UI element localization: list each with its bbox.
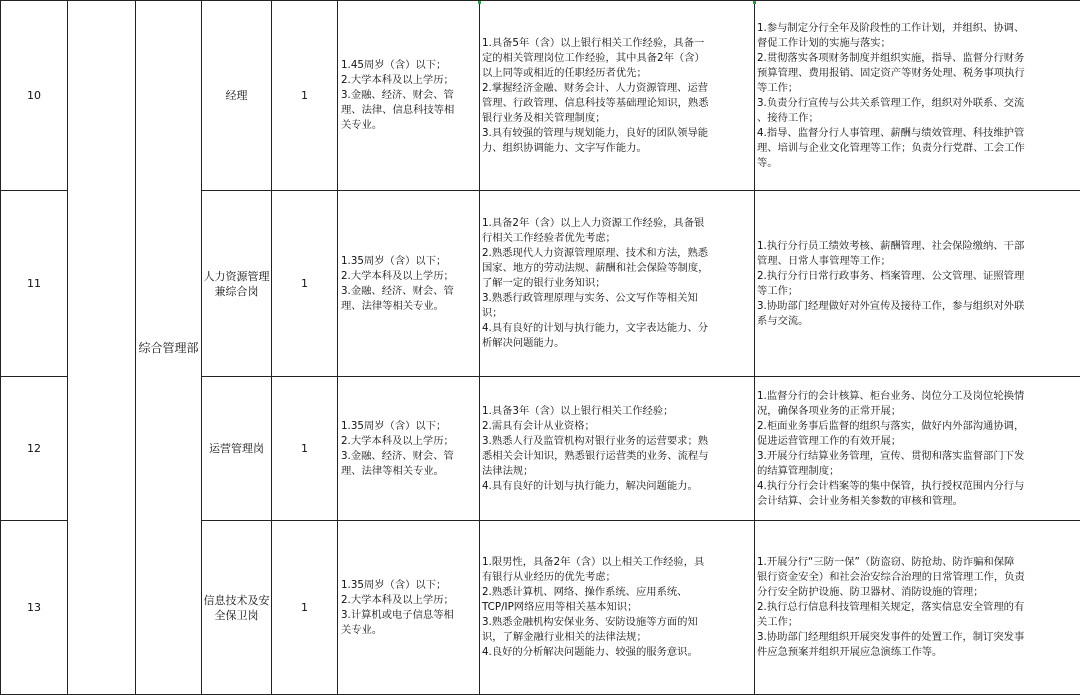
headcount-cell: 1: [272, 191, 338, 377]
text-line: 2.执行总行信息科技管理相关规定，落实信息安全管理的有: [757, 600, 1080, 615]
text-line: 3.具有较强的管理与规划能力，良好的团队领导能: [482, 126, 754, 141]
text-line: 4.指导、监督分行人事管理、薪酬与绩效管理、科技维护管: [757, 126, 1080, 141]
headcount-cell: 1: [272, 1, 338, 191]
text-line: 1.具备5年（含）以上银行相关工作经验，具备一: [482, 36, 754, 51]
headcount-cell: 1: [272, 377, 338, 521]
row-number-cell: 11: [1, 191, 68, 377]
text-line: 促进运营管理工作的有效开展；: [757, 434, 1080, 449]
text-line: 2.大学本科及以上学历；: [341, 73, 479, 88]
text-line: 4.具有良好的计划与执行能力，文字表达能力、分: [482, 321, 754, 336]
duties-cell: [755, 521, 1080, 695]
text-line: 3.计算机或电子信息等相: [341, 608, 479, 623]
text-line: 2.掌握经济金融、财务会计、人力资源管理、运营: [482, 81, 754, 96]
text-line: 2.柜面业务事后监督的组织与落实，做好内外部沟通协调，: [757, 419, 1080, 434]
text-line: 1.35周岁（含）以下；: [341, 578, 479, 593]
text-line: 的结算管理制度；: [757, 464, 1080, 479]
text-line: 1.45周岁（含）以下；: [341, 58, 479, 73]
text-line: 2.需具有会计从业资格；: [482, 419, 754, 434]
text-line: 以上同等或相近的任职经历者优先；: [482, 66, 754, 81]
text-line: 理、法律、信息科技等相: [341, 103, 479, 118]
text-line: 定的相关管理岗位工作经验，其中具备2年（含）: [482, 51, 754, 66]
text-line: 悉相关会计知识，熟悉银行运营类的业务、流程与: [482, 449, 754, 464]
text-line: 等工作；: [757, 81, 1080, 96]
text-line: 会计结算、会计业务相关参数的审核和管理。: [757, 494, 1080, 509]
text-line: 1.参与制定分行全年及阶段性的工作计划，并组织、协调、: [757, 21, 1080, 36]
text-line: 等。: [757, 156, 1080, 171]
text-line: TCP/IP网络应用等相关基本知识；: [482, 600, 754, 615]
text-line: 2.执行分行日常行政事务、档案管理、公文管理、证照管理: [757, 269, 1080, 284]
text-line: 2.大学本科及以上学历；: [341, 434, 479, 449]
text-line: 预算管理、费用报销、固定资产等财务处理、税务事项执行: [757, 66, 1080, 81]
text-line: 1.具备2年（含）以上人力资源工作经验，具备银: [482, 216, 754, 231]
position-cell: 人力资源管理兼综合岗: [202, 191, 272, 377]
text-line: 1.35周岁（含）以下；: [341, 254, 479, 269]
duties-cell: [755, 191, 1080, 377]
requirements-cell: [338, 191, 480, 377]
duties-cell: [755, 377, 1080, 521]
text-line: 、接待工作；: [757, 111, 1080, 126]
qualifications-cell: [480, 1, 755, 191]
text-line: 2.大学本科及以上学历；: [341, 269, 479, 284]
text-line: 银行业务及相关管理制度；: [482, 111, 754, 126]
text-line: 3.熟悉人行及监管机构对银行业务的运营要求；熟: [482, 434, 754, 449]
text-line: 系与交流。: [757, 314, 1080, 329]
text-line: 3.金融、经济、财会、管: [341, 284, 479, 299]
text-line: 析解决问题能力。: [482, 336, 754, 351]
requirements-cell: [338, 1, 480, 191]
text-line: 关工作；: [757, 615, 1080, 630]
requirements-cell: [338, 377, 480, 521]
text-line: 关专业。: [341, 623, 479, 638]
position-cell: 信息技术及安全保卫岗: [202, 521, 272, 695]
requirements-cell: [338, 521, 480, 695]
text-line: 3.熟悉金融机构安保业务、安防设施等方面的知: [482, 615, 754, 630]
text-line: 理、法律等相关专业。: [341, 464, 479, 479]
headcount-cell: 1: [272, 521, 338, 695]
text-line: 法律法规；: [482, 464, 754, 479]
text-line: 3.金融、经济、财会、管: [341, 449, 479, 464]
row-number-cell: 10: [1, 1, 68, 191]
text-line: 1.执行分行员工绩效考核、薪酬管理、社会保险缴纳、干部: [757, 239, 1080, 254]
text-line: 2.熟悉现代人力资源管理原理、技术和方法，熟悉: [482, 246, 754, 261]
text-line: 2.大学本科及以上学历；: [341, 593, 479, 608]
table-row: [1, 1, 1080, 191]
text-line: 理、培训与企业文化管理等工作；负责分行党群、工会工作: [757, 141, 1080, 156]
text-line: 4.具有良好的计划与执行能力，解决问题能力。: [482, 479, 754, 494]
position-cell: 经理: [202, 1, 272, 191]
text-line: 理、法律等相关专业。: [341, 299, 479, 314]
duties-cell: [755, 1, 1080, 191]
text-line: 1.监督分行的会计核算、柜台业务、岗位分工及岗位轮换情: [757, 389, 1080, 404]
text-line: 督促工作计划的实施与落实；: [757, 36, 1080, 51]
text-line: 银行资金安全）和社会治安综合治理的日常管理工作，负责: [757, 570, 1080, 585]
text-line: 3.金融、经济、财会、管: [341, 88, 479, 103]
row-number-cell: 13: [1, 521, 68, 695]
cell-marker-icon: [753, 1, 756, 4]
text-line: 识，了解金融行业相关的法律法规；: [482, 630, 754, 645]
text-line: 3.熟悉行政管理原理与实务、公文写作等相关知: [482, 291, 754, 306]
text-line: 3.负责分行宣传与公共关系管理工作，组织对外联系、交流: [757, 96, 1080, 111]
text-line: 1.具备3年（含）以上银行相关工作经验；: [482, 404, 754, 419]
qualifications-cell: [480, 191, 755, 377]
qualifications-cell: [480, 377, 755, 521]
text-line: 有银行从业经历的优先考虑；: [482, 570, 754, 585]
text-line: 1.限男性，具备2年（含）以上相关工作经验，具: [482, 555, 754, 570]
qualifications-cell: [480, 521, 755, 695]
position-cell: 运营管理岗: [202, 377, 272, 521]
text-line: 了解一定的银行业务知识；: [482, 276, 754, 291]
department-cell: 综合管理部: [136, 1, 202, 695]
row-number-cell: 12: [1, 377, 68, 521]
text-line: 分行安全防护设施、防卫器材、消防设施的管理；: [757, 585, 1080, 600]
text-line: 3.协助部门经理组织开展突发事件的处置工作，制订突发事: [757, 630, 1080, 645]
text-line: 况，确保各项业务的正常开展；: [757, 404, 1080, 419]
text-line: 关专业。: [341, 118, 479, 133]
text-line: 识；: [482, 306, 754, 321]
text-line: 国家、地方的劳动法规、薪酬和社会保险等制度，: [482, 261, 754, 276]
text-line: 4.良好的分析解决问题能力、较强的服务意识。: [482, 645, 754, 660]
text-line: 3.开展分行结算业务管理，宣传、贯彻和落实监督部门下发: [757, 449, 1080, 464]
text-line: 管理、行政管理、信息科技等基础理论知识，熟悉: [482, 96, 754, 111]
text-line: 等工作；: [757, 284, 1080, 299]
text-line: 4.执行分行会计档案等的集中保管，执行授权范围内分行与: [757, 479, 1080, 494]
text-line: 力、组织协调能力、文字写作能力。: [482, 141, 754, 156]
text-line: 2.熟悉计算机、网络、操作系统、应用系统、: [482, 585, 754, 600]
text-line: 管理、日常人事管理等工作；: [757, 254, 1080, 269]
cell-marker-icon: [478, 1, 481, 4]
text-line: 2.贯彻落实各项财务制度并组织实施，指导、监督分行财务: [757, 51, 1080, 66]
text-line: 1.35周岁（含）以下；: [341, 419, 479, 434]
blank-column-cell: [68, 1, 136, 695]
text-line: 行相关工作经验者优先考虑；: [482, 231, 754, 246]
text-line: 1.开展分行“三防一保”（防盗窃、防抢劫、防诈骗和保障: [757, 555, 1080, 570]
text-line: 3.协助部门经理做好对外宣传及接待工作，参与组织对外联: [757, 299, 1080, 314]
text-line: 件应急预案并组织开展应急演练工作等。: [757, 645, 1080, 660]
